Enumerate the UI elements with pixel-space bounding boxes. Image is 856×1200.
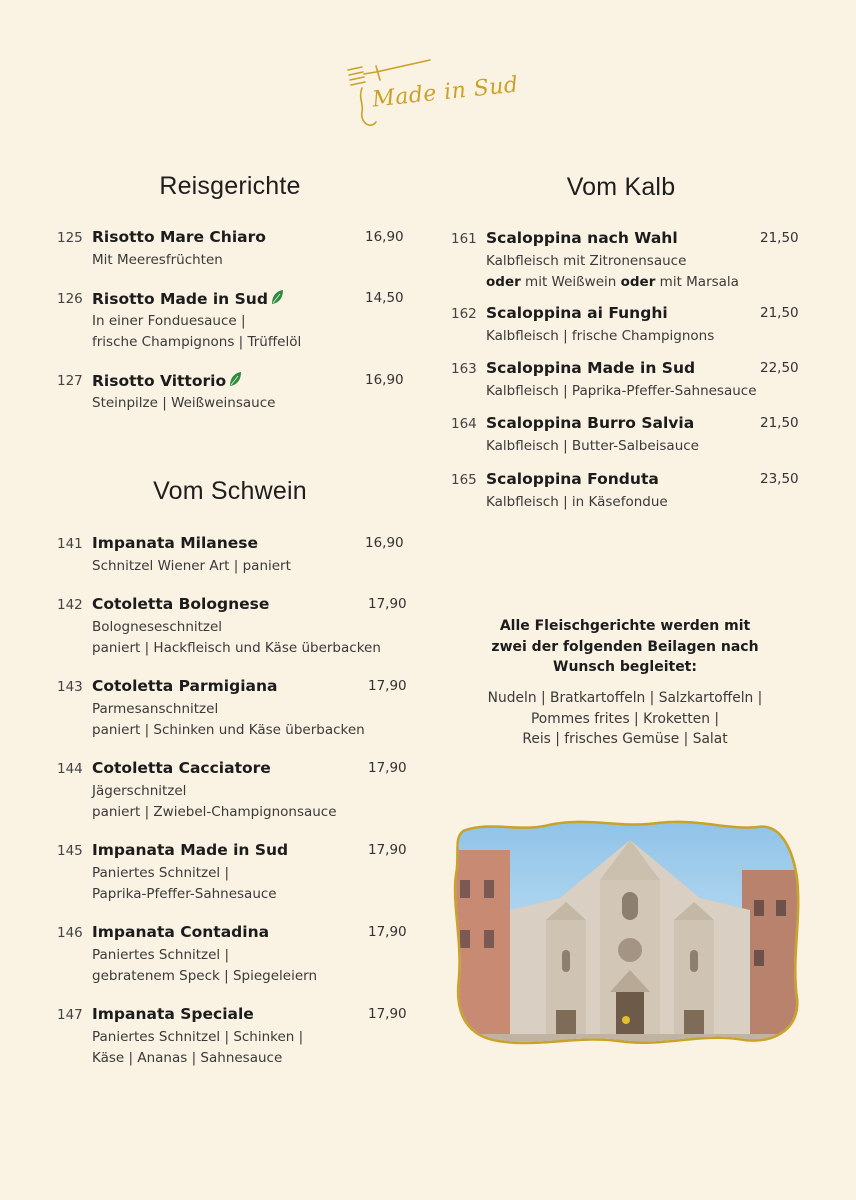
item-number: 141 — [57, 536, 83, 552]
item-name: Scaloppina Burro Salvia — [486, 414, 695, 432]
item-price: 16,90 — [365, 229, 404, 245]
item-name: Scaloppina Fonduta — [486, 470, 659, 488]
item-price: 22,50 — [760, 360, 799, 376]
item-description: Kalbfleisch | in Käsefondue — [486, 494, 668, 510]
item-name: Cotoletta Parmigiana — [92, 677, 278, 695]
item-number: 144 — [57, 761, 83, 777]
item-description: Paniertes Schnitzel | gebratenem Speck | Spiegeleiern — [92, 947, 318, 984]
item-name: Scaloppina Made in Sud — [486, 359, 696, 377]
item-price: 17,90 — [368, 596, 407, 612]
item-description: Mit Meeresfrüchten — [92, 252, 223, 268]
cathedral-illustration — [450, 820, 802, 1052]
veggie-leaf-icon — [228, 371, 242, 387]
item-price: 17,90 — [368, 1006, 407, 1022]
item-price: 21,50 — [760, 230, 799, 246]
item-number: 127 — [57, 373, 83, 389]
item-description: Kalbfleisch | Paprika-Pfeffer-Sahnesauce — [486, 383, 757, 399]
item-name: Risotto Mare Chiaro — [92, 228, 266, 246]
side-dish-note: Alle Fleischgerichte werden mit zwei der folgenden Beilagen nach Wunsch begleitet: — [491, 618, 759, 675]
item-price: 17,90 — [368, 842, 407, 858]
item-description: Paniertes Schnitzel | Schinken | Käse | Ananas | Sahnesauce — [92, 1029, 304, 1066]
item-number: 165 — [451, 472, 477, 488]
item-name: Cotoletta Cacciatore — [92, 759, 271, 777]
item-price: 23,50 — [760, 471, 799, 487]
section-title-reisgerichte: Reisgerichte — [159, 172, 301, 200]
section-title-vom-kalb: Vom Kalb — [566, 173, 676, 201]
item-price: 17,90 — [368, 924, 407, 940]
logo-text: Made in Sud — [371, 72, 520, 113]
item-price: 16,90 — [365, 372, 404, 388]
item-description: Paniertes Schnitzel | Paprika-Pfeffer-Sahnesauce — [92, 865, 277, 902]
item-name: Impanata Speciale — [92, 1005, 254, 1023]
item-description: Bologneseschnitzel paniert | Hackfleisch und Käse überbacken — [92, 619, 381, 656]
item-number: 164 — [451, 416, 477, 432]
item-price: 17,90 — [368, 678, 407, 694]
item-description: Schnitzel Wiener Art | paniert — [92, 558, 291, 574]
item-price: 16,90 — [365, 535, 404, 551]
item-number: 126 — [57, 291, 83, 307]
item-number: 125 — [57, 230, 83, 246]
item-number: 143 — [57, 679, 83, 695]
item-number: 162 — [451, 306, 477, 322]
item-description: Kalbfleisch | Butter-Salbeisauce — [486, 438, 699, 454]
item-description: Jägerschnitzel paniert | Zwiebel-Champignonsauce — [92, 783, 337, 820]
veggie-leaf-icon — [270, 289, 284, 305]
item-description: Kalbfleisch mit Zitronensauce oder mit Weißwein oder mit Marsala — [486, 253, 739, 290]
item-name: Risotto Vittorio — [92, 372, 227, 390]
item-description: In einer Fonduesauce | frische Champignons | Trüffelöl — [92, 313, 302, 350]
item-price: 17,90 — [368, 760, 407, 776]
item-name: Impanata Contadina — [92, 923, 270, 941]
item-name: Impanata Made in Sud — [92, 841, 289, 859]
item-price: 21,50 — [760, 415, 799, 431]
item-name: Impanata Milanese — [92, 534, 259, 552]
item-name-wrap — [92, 289, 284, 308]
item-description: Parmesanschnitzel paniert | Schinken und Käse überbacken — [92, 701, 365, 738]
item-number: 145 — [57, 843, 83, 859]
item-number: 146 — [57, 925, 83, 941]
item-price: 14,50 — [365, 290, 404, 306]
item-description: Kalbfleisch | frische Champignons — [486, 328, 715, 344]
item-name: Scaloppina nach Wahl — [486, 229, 678, 247]
item-name: Scaloppina ai Funghi — [486, 304, 668, 322]
side-dish-list: Nudeln | Bratkartoffeln | Salzkartoffeln | Pommes frites | Kroketten | Reis | frisches Gemüse | Salat — [487, 690, 763, 747]
item-description: Steinpilze | Weißweinsauce — [92, 395, 276, 411]
section-title-vom-schwein: Vom Schwein — [153, 477, 307, 505]
item-number: 163 — [451, 361, 477, 377]
item-name: Risotto Made in Sud — [92, 290, 268, 308]
item-number: 161 — [451, 231, 477, 247]
item-name: Cotoletta Bolognese — [92, 595, 270, 613]
item-name-wrap — [92, 371, 242, 390]
item-number: 147 — [57, 1007, 83, 1023]
item-number: 142 — [57, 597, 83, 613]
item-price: 21,50 — [760, 305, 799, 321]
